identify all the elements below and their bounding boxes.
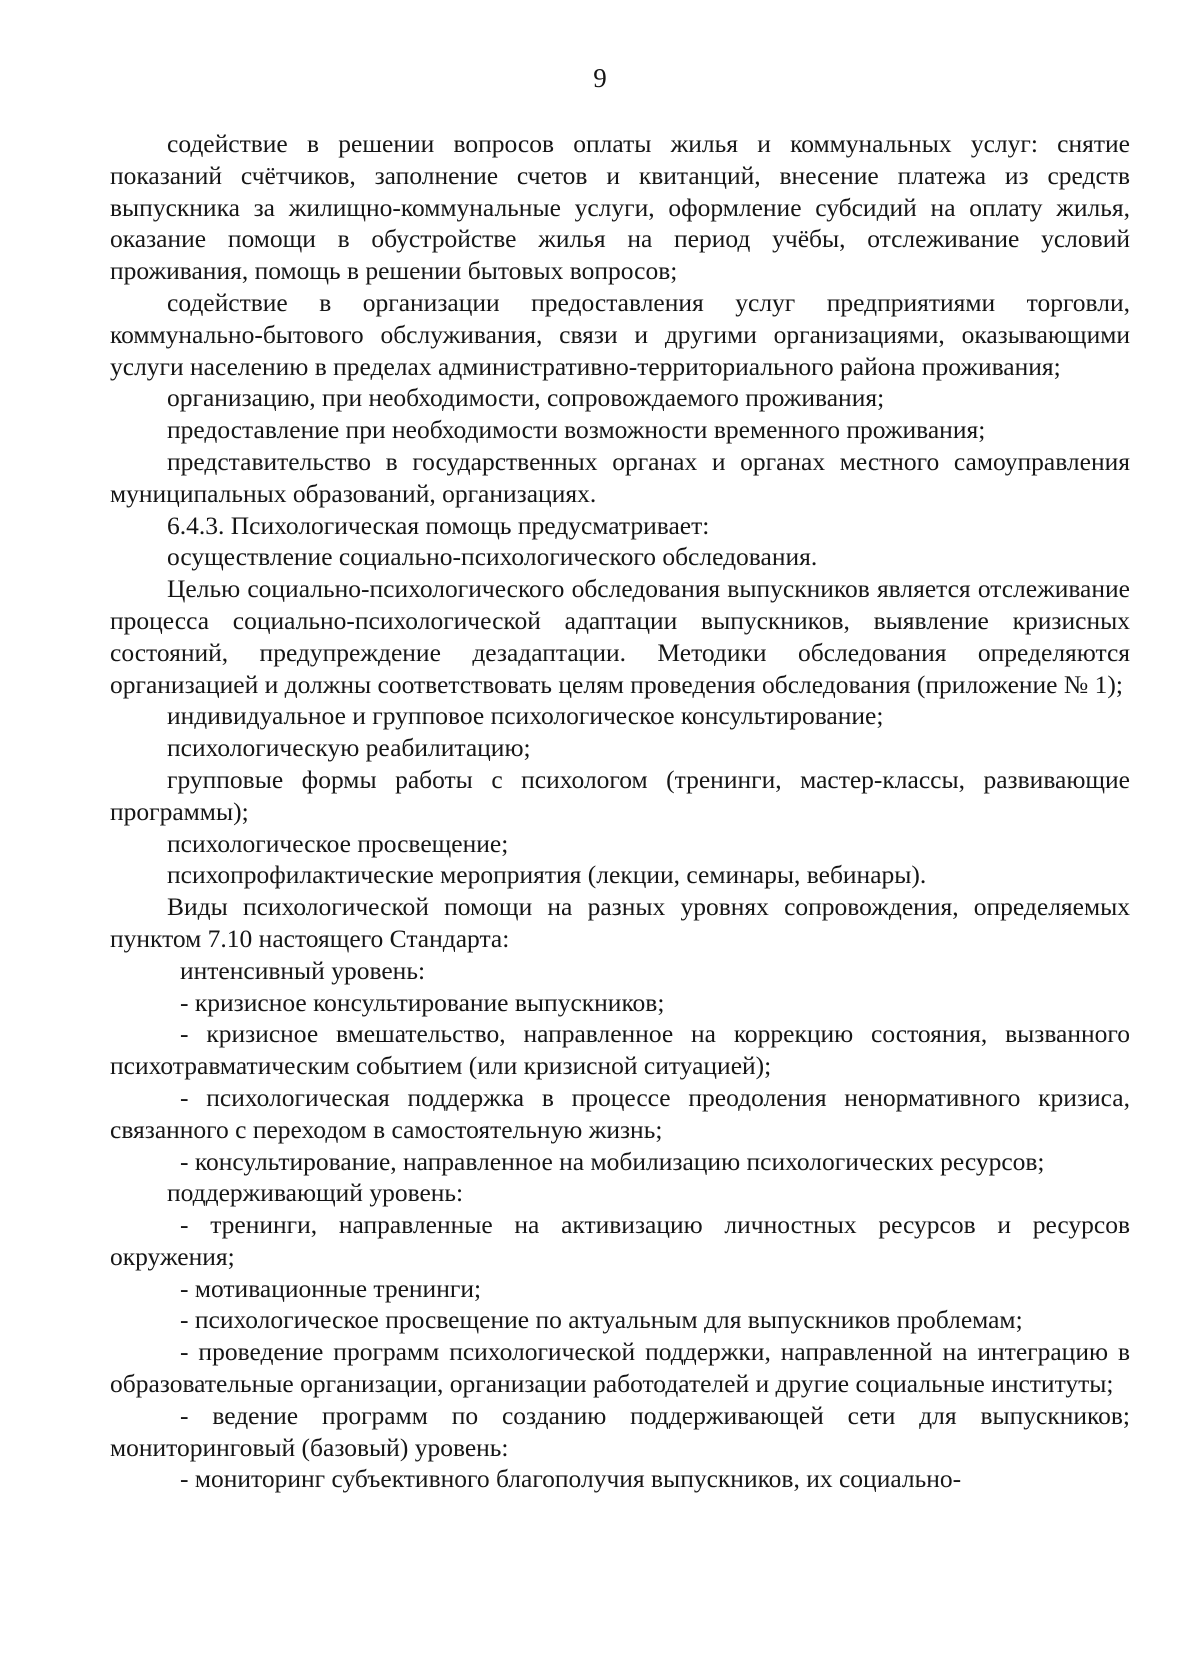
paragraph-help-types: Виды психологической помощи на разных уровнях сопровождения, определяемых пунктом 7.10 настоящего Стандарта: bbox=[110, 892, 1130, 953]
list-item-support-programs: - проведение программ психологической поддержки, направленной на интеграцию в образовательные организации, организации работодателей и другие социальные институты; bbox=[110, 1337, 1130, 1399]
paragraph-representation: представительство в государственных органах и органах местного самоуправления муниципальных образований, организациях. bbox=[110, 446, 1130, 508]
list-item-motivational-trainings: - мотивационные тренинги; bbox=[180, 1273, 482, 1303]
paragraph-supported-living: организацию, при необходимости, сопровождаемого проживания; bbox=[167, 383, 885, 413]
paragraph-payment-assistance: содействие в решении вопросов оплаты жилья и коммунальных услуг: снятие показаний счётчиков, заполнение счетов и квитанций, внесение платежа из средств выпускника за жилищно-коммунальные услуги, оформление субсидий на оплату жилья, оказание помощи в обустройстве жилья на период учёбы, отслеживание условий проживания, помощь в решении бытовых вопросов; bbox=[110, 129, 1130, 286]
heading-supporting-level: поддерживающий уровень: bbox=[167, 1178, 464, 1208]
document-body bbox=[110, 128, 1130, 1495]
paragraph-rehabilitation: психологическую реабилитацию; bbox=[167, 733, 531, 763]
paragraph-group-work: групповые формы работы с психологом (тренинги, мастер-классы, развивающие программы); bbox=[110, 764, 1130, 826]
list-item-resource-mobilization: - консультирование, направленное на мобилизацию психологических ресурсов; bbox=[180, 1146, 1045, 1176]
list-item-wellbeing-monitoring: - мониторинг субъективного благополучия выпускников, их социально- bbox=[180, 1464, 962, 1494]
paragraph-education: психологическое просвещение; bbox=[167, 828, 509, 858]
paragraph-psych-survey: осуществление социально-психологического обследования. bbox=[167, 542, 818, 572]
list-item-trainings: - тренинги, направленные на активизацию личностных ресурсов и ресурсов окружения; bbox=[110, 1210, 1130, 1271]
section-heading-6-4-3: 6.4.3. Психологическая помощь предусматривает: bbox=[167, 510, 710, 540]
paragraph-survey-goal: Целью социально-психологического обследования выпускников является отслеживание процесса социально-психологической адаптации выпускников, выявление кризисных состояний, предупреждение дезадаптации. Методики обследования определяются организацией и должны соответствовать целям проведения обследования (приложение № 1); bbox=[110, 574, 1130, 699]
paragraph-prevention: психопрофилактические мероприятия (лекции, семинары, вебинары). bbox=[167, 860, 927, 890]
list-item-psych-support: - психологическая поддержка в процессе преодоления ненормативного кризиса, связанного с переходом в самостоятельную жизнь; bbox=[110, 1082, 1130, 1144]
page-number: 9 bbox=[593, 63, 607, 93]
paragraph-counseling: индивидуальное и групповое психологическое консультирование; bbox=[167, 701, 884, 731]
list-item-support-network: - ведение программ по созданию поддерживающей сети для выпускников; мониторинговый (базовый) уровень: bbox=[110, 1400, 1130, 1462]
list-item-crisis-counseling: - кризисное консультирование выпускников; bbox=[180, 987, 665, 1017]
heading-intensive-level: интенсивный уровень: bbox=[180, 955, 426, 985]
list-item-crisis-intervention: - кризисное вмешательство, направленное на коррекцию состояния, вызванного психотравматическим событием (или кризисной ситуацией); bbox=[110, 1019, 1130, 1081]
paragraph-service-organization: содействие в организации предоставления услуг предприятиями торговли, коммунально-бытового обслуживания, связи и другими организациями, оказывающими услуги населению в пределах административно-территориального района проживания; bbox=[110, 287, 1130, 381]
paragraph-temporary-living: предоставление при необходимости возможности временного проживания; bbox=[167, 415, 986, 445]
list-item-psych-education: - психологическое просвещение по актуальным для выпускников проблемам; bbox=[180, 1305, 1023, 1335]
